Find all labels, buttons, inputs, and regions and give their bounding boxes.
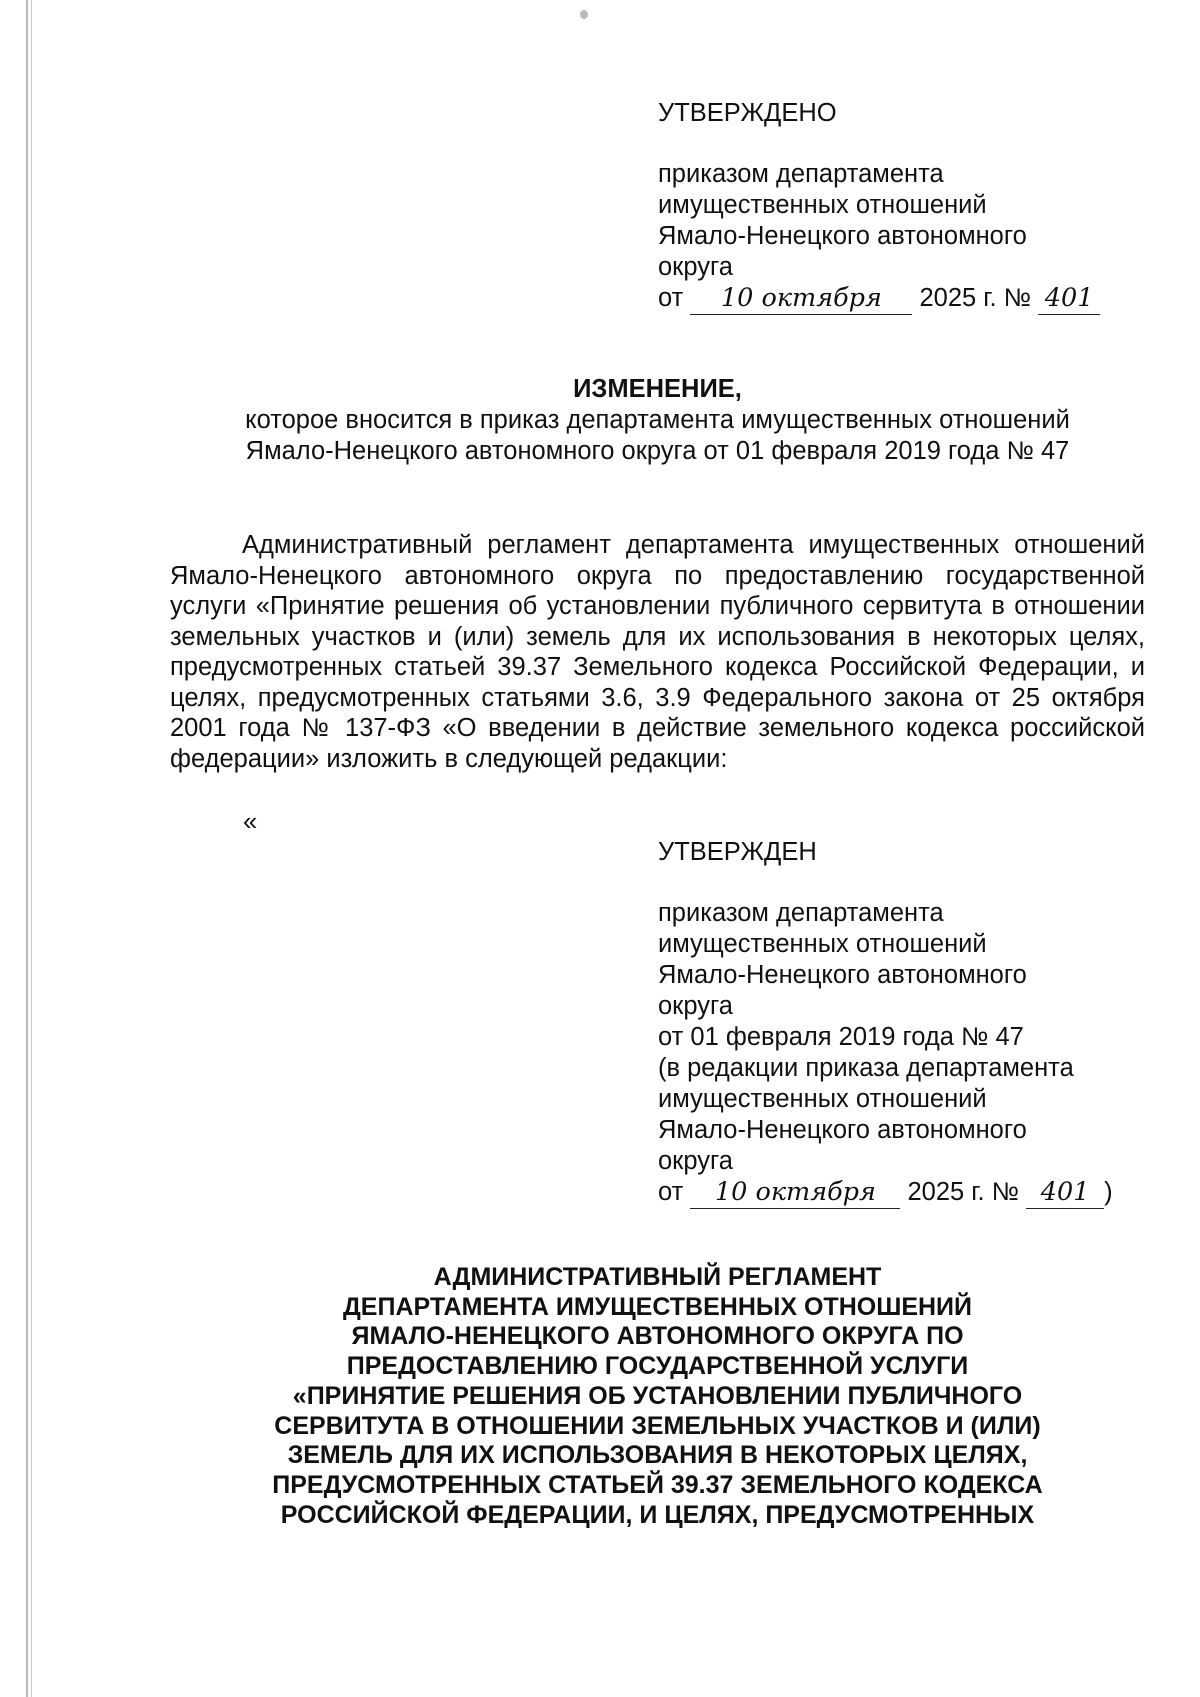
change-title: ИЗМЕНЕНИЕ, — [573, 375, 742, 403]
approval-line: Ямало-Ненецкого автономного — [658, 222, 1027, 250]
change-heading-block — [170, 374, 1145, 467]
handwritten-number: 401 — [1038, 283, 1100, 315]
regulation-title-line: АДМИНИСТРАТИВНЫЙ РЕГЛАМЕНТ — [433, 1263, 882, 1291]
year-number-label: 2025 г. № — [907, 1178, 1020, 1206]
regulation-title-line: СЕРВИТУТА В ОТНОШЕНИИ ЗЕМЕЛЬНЫХ УЧАСТКОВ И (ИЛИ) — [274, 1411, 1041, 1440]
scan-binding-edge-inner — [31, 0, 32, 1697]
approval-line: Ямало-Ненецкого автономного — [658, 1116, 1027, 1144]
approval-line: имущественных отношений — [658, 930, 987, 958]
handwritten-date: 10 октября — [690, 1177, 900, 1209]
approval-line: округа — [658, 1147, 733, 1175]
approval-line: округа — [658, 992, 733, 1020]
handwritten-number: 401 — [1026, 1177, 1104, 1209]
approval-line: имущественных отношений — [658, 1085, 987, 1113]
year-number-label: 2025 г. № — [919, 284, 1032, 312]
approval-date-line — [658, 1177, 1138, 1209]
approval-date-line — [658, 283, 1138, 315]
approval-block-second — [658, 837, 1138, 1209]
date-prefix: от — [658, 1178, 684, 1206]
approval-heading: УТВЕРЖДЕНО — [658, 99, 837, 127]
regulation-title-line: ДЕПАРТАМЕНТА ИМУЩЕСТВЕННЫХ ОТНОШЕНИЙ — [343, 1292, 972, 1321]
regulation-title-line: ЗЕМЕЛЬ ДЛЯ ИХ ИСПОЛЬЗОВАНИЯ В НЕКОТОРЫХ ЦЕЛЯХ, — [287, 1441, 1028, 1470]
regulation-title-line: «ПРИНЯТИЕ РЕШЕНИЯ ОБ УСТАНОВЛЕНИИ ПУБЛИЧНОГО — [292, 1381, 1023, 1410]
approval-block-top — [658, 98, 1138, 315]
approval-line: приказом департамента — [658, 899, 944, 927]
closing-paren: ) — [1104, 1178, 1113, 1206]
regulation-title-line: ЯМАЛО-НЕНЕЦКОГО АВТОНОМНОГО ОКРУГА ПО — [351, 1322, 964, 1351]
regulation-title-line: ПРЕДУСМОТРЕННЫХ СТАТЬЕЙ 39.37 ЗЕМЕЛЬНОГО КОДЕКСА — [272, 1470, 1043, 1499]
regulation-title — [170, 1263, 1145, 1530]
change-subtitle-line: которое вносится в приказ департамента имущественных отношений — [245, 406, 1070, 434]
approval-heading: УТВЕРЖДЕН — [658, 838, 817, 866]
approval-line: (в редакции приказа департамента — [658, 1054, 1074, 1082]
regulation-title-line: ПРЕДОСТАВЛЕНИЮ ГОСУДАРСТВЕННОЙ УСЛУГИ — [346, 1352, 969, 1381]
approval-line: округа — [658, 253, 733, 281]
regulation-title-line: РОССИЙСКОЙ ФЕДЕРАЦИИ, И ЦЕЛЯХ, ПРЕДУСМОТРЕННЫХ — [280, 1500, 1035, 1529]
scan-speck — [580, 10, 588, 19]
approval-line: приказом департамента — [658, 160, 944, 188]
approval-line: имущественных отношений — [658, 191, 987, 219]
change-subtitle-line: Ямало-Ненецкого автономного округа от 01 февраля 2019 года № 47 — [245, 437, 1070, 465]
opening-quote-mark: « — [243, 808, 258, 836]
approval-line: Ямало-Ненецкого автономного — [658, 961, 1027, 989]
body-paragraph: Административный регламент департамента имущественных отношений Ямало-Ненецкого автономного округа по предоставлению государственной услуги «Принятие решения об установлении публичного сервитута в отношении земельных участков и (или) земель для их использования в некоторых целях, предусмотренных статьей 39.37 Земельного кодекса Российской Федерации, и целях, предусмотренных статьями 3.6, 3.9 Федерального закона от 25 октября 2001 года № 137-ФЗ «О введении в действие земельного кодекса российской федерации» изложить в следующей редакции: — [170, 531, 1145, 773]
scan-binding-edge — [26, 0, 28, 1697]
handwritten-date: 10 октября — [690, 283, 912, 315]
approval-line: от 01 февраля 2019 года № 47 — [658, 1023, 1024, 1051]
date-prefix: от — [658, 284, 684, 312]
